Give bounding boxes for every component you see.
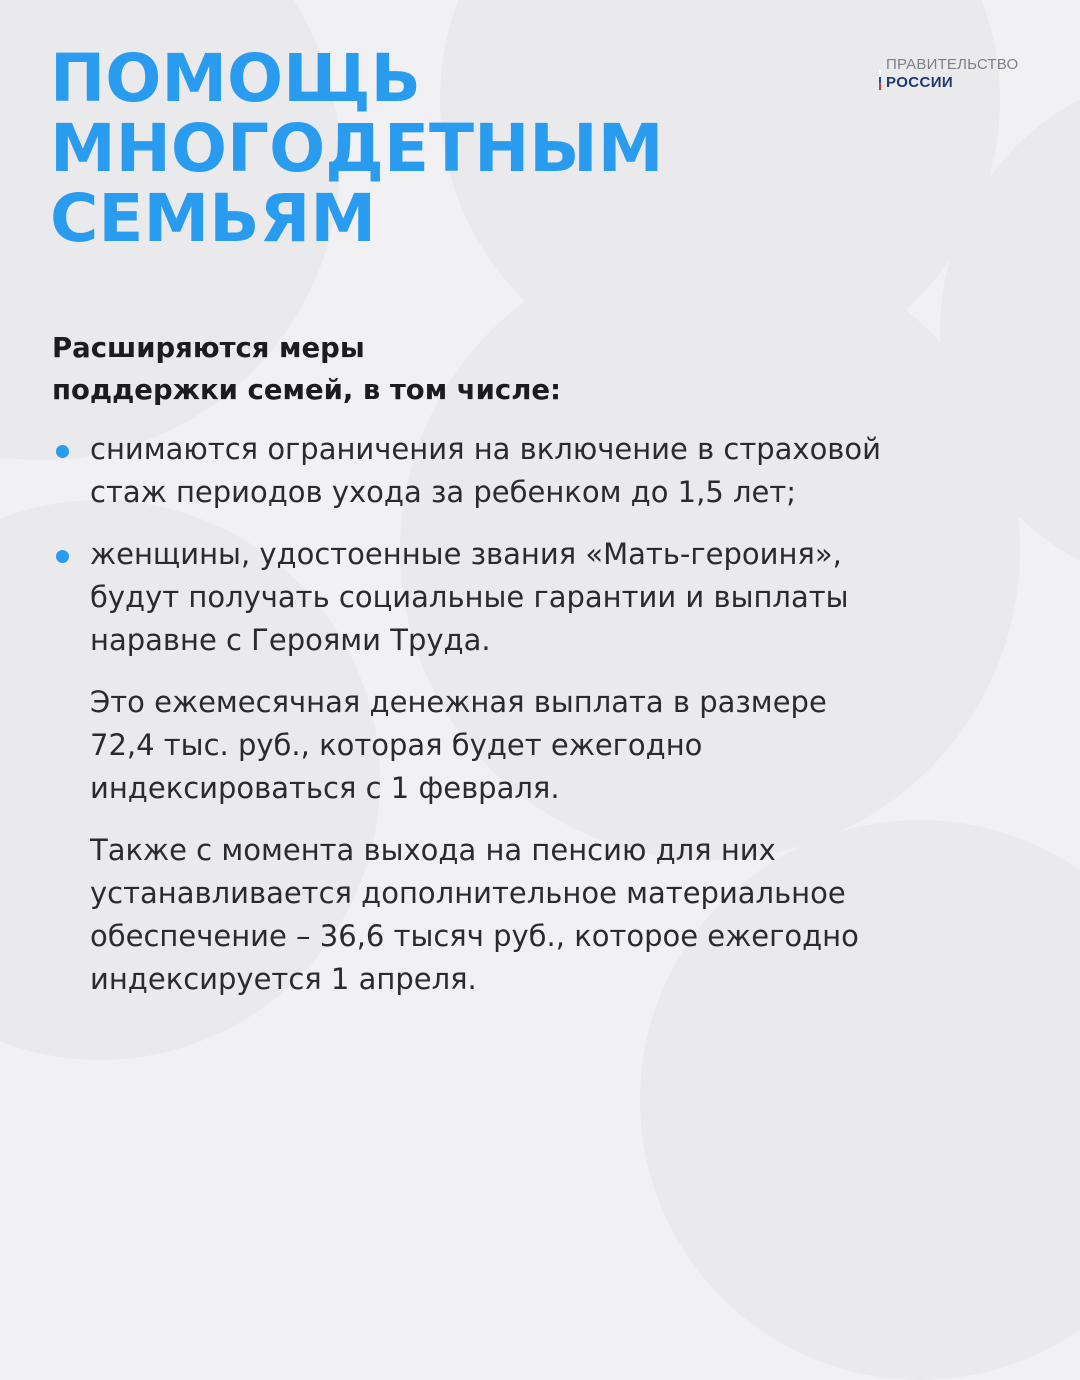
bullet-line: женщины, удостоенные звания «Мать-героиня»,	[90, 537, 842, 571]
flag-red-band	[879, 83, 881, 90]
page-title	[50, 40, 664, 257]
government-logo	[877, 56, 1018, 92]
main-content	[52, 428, 1032, 1020]
bullet-line: наравне с Героями Труда.	[90, 623, 491, 657]
paragraph	[52, 829, 1032, 1001]
paragraph	[52, 681, 1032, 810]
paragraph-line: индексируется 1 апреля.	[90, 962, 477, 996]
bullet-dot-icon	[56, 445, 69, 458]
bullet-dot-icon	[56, 550, 69, 563]
bullet-line: снимаются ограничения на включение в страховой	[90, 432, 881, 466]
paragraph-line: устанавливается дополнительное материальное	[90, 876, 846, 910]
paragraph-line: обеспечение – 36,6 тысяч руб., которое ежегодно	[90, 919, 859, 953]
page-title-line: СЕМЬЯМ	[50, 180, 377, 257]
logo-line-2: РОССИИ	[886, 74, 954, 91]
bullet-item	[52, 428, 1032, 514]
paragraph-line: 72,4 тыс. руб., которая будет ежегодно	[90, 728, 703, 762]
bullet-item	[52, 533, 1032, 662]
bullet-line: стаж периодов ухода за ребенком до 1,5 лет;	[90, 475, 797, 509]
section-subtitle	[52, 327, 672, 411]
page-title-line: МНОГОДЕТНЫМ	[50, 110, 664, 187]
paragraph-line: Также с момента выхода на пенсию для них	[90, 833, 776, 867]
paragraph-line: индексироваться с 1 февраля.	[90, 771, 560, 805]
subtitle-line: поддержки семей, в том числе:	[52, 374, 561, 406]
flag-white-band	[879, 70, 881, 77]
flag-stripe-icon	[879, 70, 881, 90]
page-title-line: ПОМОЩЬ	[50, 40, 421, 117]
bullet-line: будут получать социальные гарантии и выплаты	[90, 580, 849, 614]
flag-blue-band	[879, 77, 881, 84]
subtitle-line: Расширяются меры	[52, 332, 365, 364]
paragraph-line: Это ежемесячная денежная выплата в размере	[90, 685, 827, 719]
logo-line-1: ПРАВИТЕЛЬСТВО	[886, 56, 1019, 73]
